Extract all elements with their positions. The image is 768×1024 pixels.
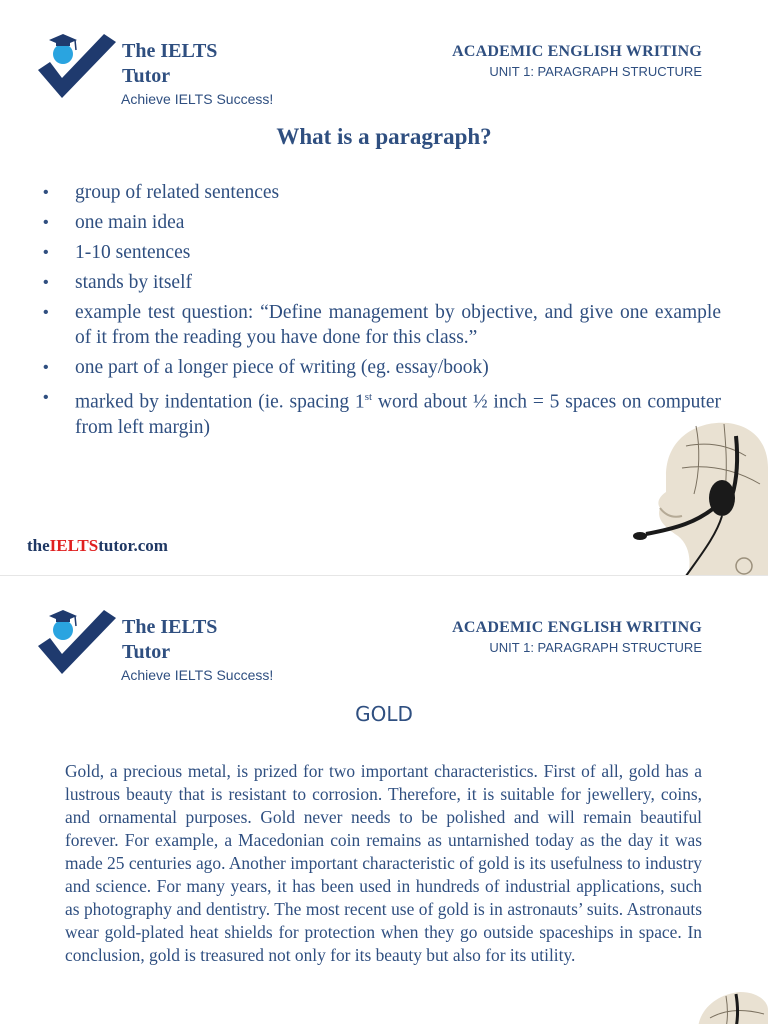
bullet-dot-icon: • (43, 184, 49, 201)
website-prefix: the (27, 536, 50, 555)
bullet-list (43, 180, 721, 445)
gold-paragraph: Gold, a precious metal, is prized for two important characteristics. First of all, gold has a lustrous beauty that is resistant to corrosion. Therefore, it is suitable for jewellery, coins, and ornamental purposes. Gold never needs to be polished and will remain beautiful forever. For example, a Macedonian coin remains as untarnished today as the day it was made 25 centuries ago. Another important characteristic of gold is its usefulness to industry and science. For many years, it has been used in hundreds of industrial applications, such as photography and dentistry. The most recent use of gold is in astronauts’ suits. Astronauts wear gold-plated heat shields for protection when they go outside spaceships in space. In conclusion, gold is treasured not only for its beauty but also for its utility. (65, 761, 702, 965)
bullet-dot-icon: • (43, 244, 49, 261)
brand-name-line2: Tutor (122, 641, 171, 663)
bullet-dot-icon: • (43, 389, 49, 406)
bullet-superscript: st (364, 391, 373, 403)
bullet-text-after: word about ½ inch = 5 spaces on computer from left margin) (75, 391, 721, 438)
gold-title: GOLD (355, 702, 413, 726)
bullet-text: stands by itself (75, 272, 192, 293)
course-unit: UNIT 1: PARAGRAPH STRUCTURE (489, 64, 702, 79)
brand-name-line2: Tutor (122, 65, 171, 87)
logo-checkmark-graduate-icon (36, 604, 118, 678)
bullet-text: 1-10 sentences (75, 242, 191, 263)
slide-gold-example (0, 576, 768, 1024)
brand-name (122, 615, 217, 665)
bullet-dot-icon: • (43, 274, 49, 291)
bullet-item (43, 355, 721, 380)
bullet-dot-icon: • (43, 214, 49, 231)
course-unit: UNIT 1: PARAGRAPH STRUCTURE (489, 640, 702, 655)
bullet-text: group of related sentences (75, 182, 280, 203)
bullet-item (43, 180, 721, 205)
bullet-text: one main idea (75, 212, 185, 233)
bullet-item (43, 300, 721, 350)
website-accent: IELTS (49, 536, 99, 555)
bullet-item (43, 385, 721, 440)
brand-tagline: Achieve IELTS Success! (121, 667, 274, 683)
brand-name (122, 39, 217, 89)
brand-name-line1: The IELTS (122, 40, 218, 62)
bullet-text-before: marked by indentation (ie. spacing 1 (75, 391, 365, 413)
bullet-item (43, 270, 721, 295)
bullet-text: example test question: “Define management by objective, and give one example of it from the reading you have done for this class.” (75, 302, 721, 348)
website-link[interactable] (27, 532, 202, 559)
bullet-item (43, 240, 721, 265)
bullet-dot-icon: • (43, 304, 49, 321)
slide-heading: What is a paragraph? (276, 124, 492, 149)
phrenology-head-headset-image (626, 416, 768, 576)
course-title: ACADEMIC ENGLISH WRITING (452, 619, 702, 636)
course-title: ACADEMIC ENGLISH WRITING (452, 43, 702, 60)
brand-name-line1: The IELTS (122, 616, 218, 638)
phrenology-head-headset-image (690, 988, 768, 1024)
bullet-dot-icon: • (43, 359, 49, 376)
bullet-text: one part of a longer piece of writing (eg. essay/book) (75, 357, 489, 378)
brand-tagline: Achieve IELTS Success! (121, 91, 274, 107)
website-suffix: tutor.com (98, 536, 168, 555)
bullet-item (43, 210, 721, 235)
logo-checkmark-graduate-icon (36, 28, 118, 102)
